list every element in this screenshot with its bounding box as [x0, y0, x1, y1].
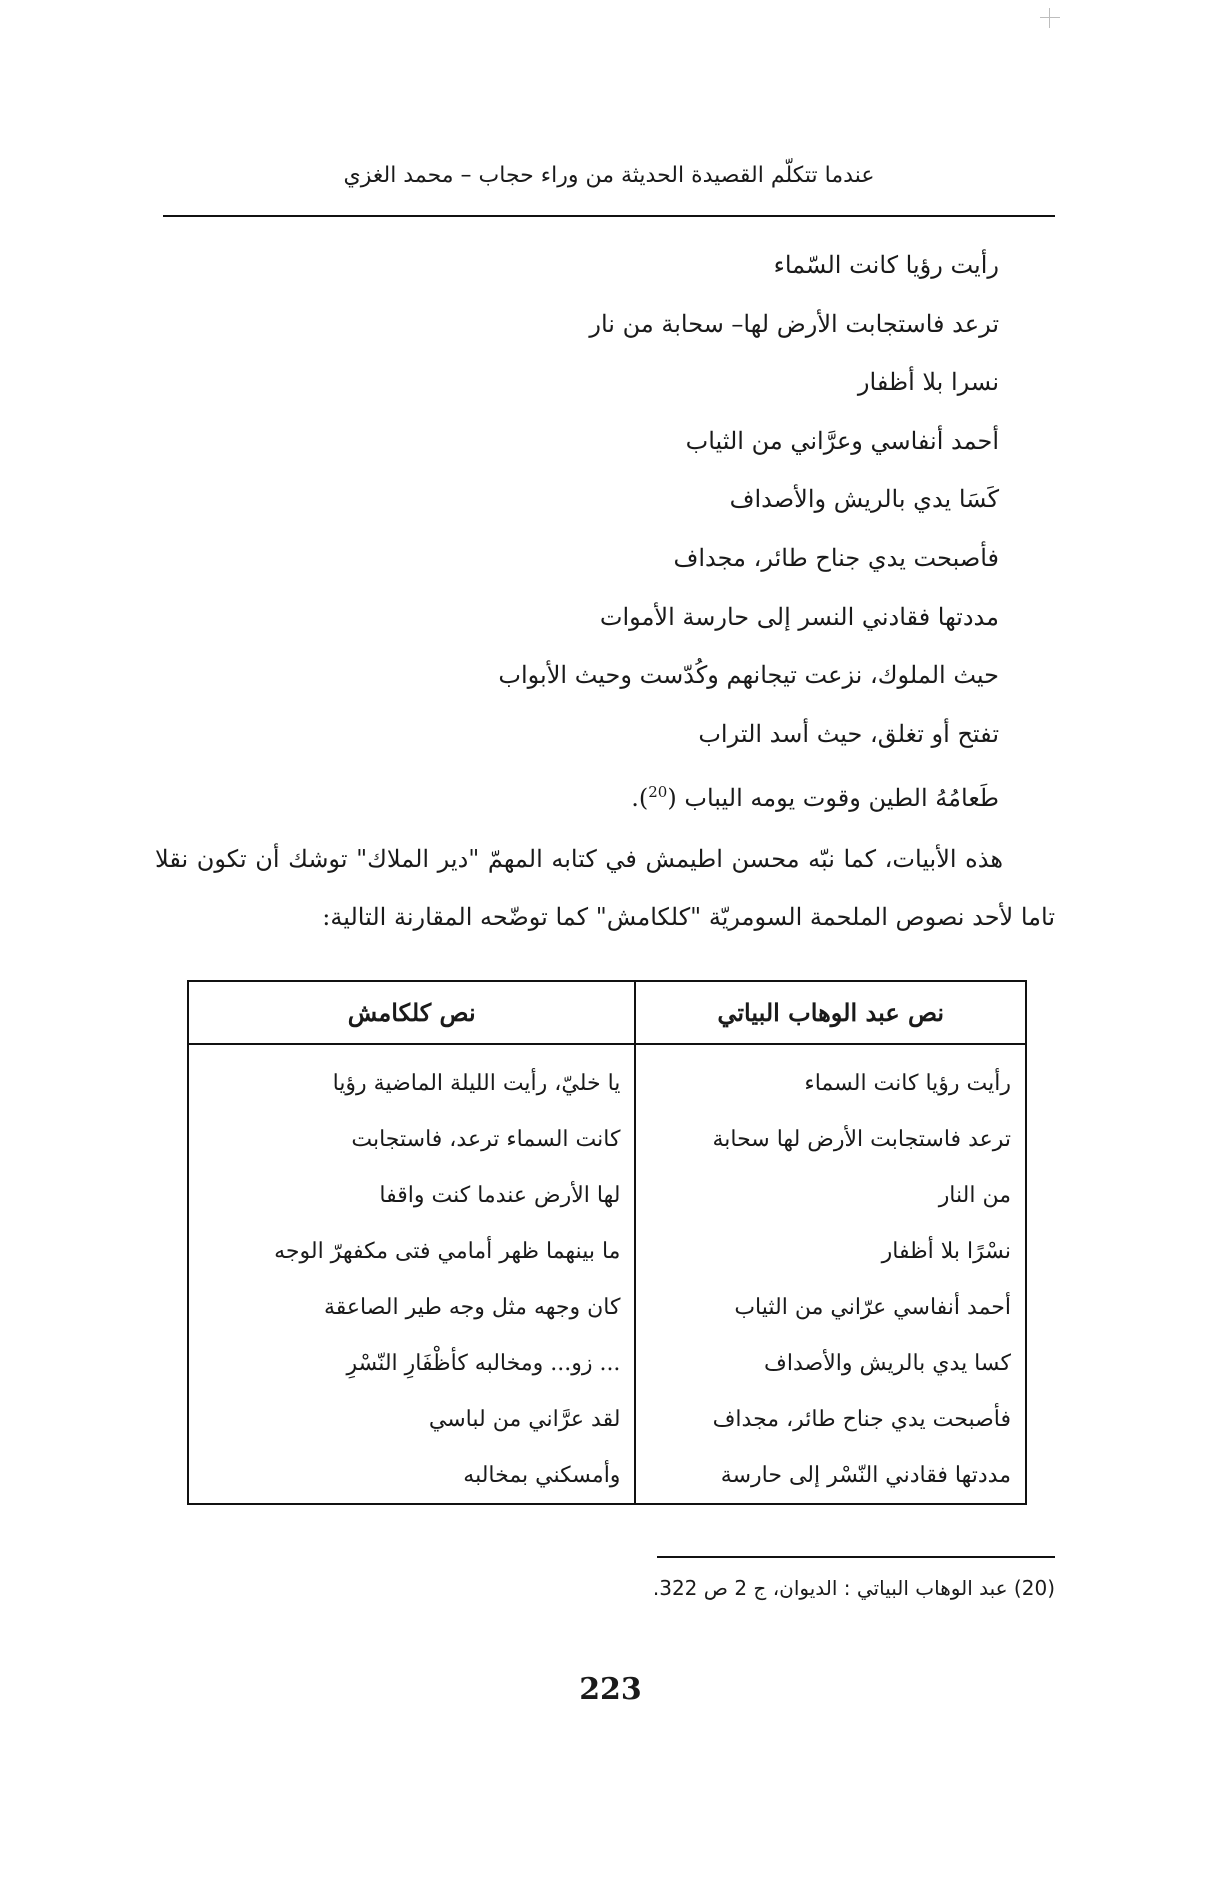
table-row — [188, 1391, 1026, 1447]
cell-gilgamesh: كان وجهه مثل وجه طير الصاعقة — [188, 1279, 635, 1335]
running-header: عندما تتكلّم القصيدة الحديثة من وراء حجاب – محمد الغزي — [343, 163, 875, 188]
table-row — [188, 1044, 1026, 1111]
table-header-row — [188, 981, 1026, 1044]
table-row — [188, 1447, 1026, 1504]
footnote-reference: ($^{20}$). — [631, 783, 677, 813]
cell-bayati: أحمد أنفاسي عرّاني من الثياب — [635, 1279, 1026, 1335]
crop-mark — [1040, 8, 1060, 28]
cell-bayati: من النار — [635, 1167, 1026, 1223]
cell-gilgamesh: ... زو... ومخالبه كأظْفَارِ النّسْرِ — [188, 1335, 635, 1391]
footnote: (20) عبد الوهاب البياتي : الديوان، ج 2 ص 322. — [652, 1576, 1055, 1600]
cell-bayati: فأصبحت يدي جناح طائر، مجداف — [635, 1391, 1026, 1447]
poem — [163, 236, 999, 822]
header-rule — [163, 215, 1055, 217]
poem-line: ترعد فاستجابت الأرض لها– سحابة من نار — [589, 309, 999, 338]
cell-bayati: ترعد فاستجابت الأرض لها سحابة — [635, 1111, 1026, 1167]
poem-last-line — [163, 763, 999, 822]
table-row — [188, 1223, 1026, 1279]
poem-line: رأيت رؤيا كانت السّماء — [773, 251, 999, 279]
page-number: 223 — [579, 1672, 642, 1707]
poem-line: كَسَا يدي بالريش والأصداف — [729, 485, 999, 514]
poem-line: تفتح أو تغلق، حيث أسد التراب — [698, 719, 999, 748]
column-header-gilgamesh: نص كلكامش — [188, 981, 635, 1044]
footnote-rule — [657, 1556, 1055, 1558]
cell-bayati: مددتها فقادني النّسْر إلى حارسة — [635, 1447, 1026, 1504]
cell-bayati: كسا يدي بالريش والأصداف — [635, 1335, 1026, 1391]
column-header-bayati: نص عبد الوهاب البياتي — [635, 981, 1026, 1044]
table-row — [188, 1167, 1026, 1223]
comparison-table — [187, 980, 1027, 1505]
cell-gilgamesh: ما بينهما ظهر أمامي فتى مكفهرّ الوجه — [188, 1223, 635, 1279]
cell-gilgamesh: كانت السماء ترعد، فاستجابت — [188, 1111, 635, 1167]
cell-gilgamesh: يا خليّ، رأيت الليلة الماضية رؤيا — [188, 1044, 635, 1111]
poem-line-text: طَعامُهُ الطين وقوت يومه اليباب — [684, 784, 999, 813]
cell-gilgamesh: لها الأرض عندما كنت واقفا — [188, 1167, 635, 1223]
cell-gilgamesh: لقد عرَّاني من لباسي — [188, 1391, 635, 1447]
body-paragraph: هذه الأبيات، كما نبّه محسن اطيمش في كتابه المهمّ "دير الملاك" توشك أن تكون نقلا تاما لأحد نصوص الملحمة السومريّة "كلكامش" كما توضّحه المقارنة التالية: — [155, 845, 1055, 931]
cell-gilgamesh: وأمسكني بمخالبه — [188, 1447, 635, 1504]
poem-line: فأصبحت يدي جناح طائر، مجداف — [673, 543, 999, 572]
poem-line: حيث الملوك، نزعت تيجانهم وكُدّست وحيث الأبواب — [498, 661, 999, 690]
cell-bayati: نسْرًا بلا أظفار — [635, 1223, 1026, 1279]
table-row — [188, 1279, 1026, 1335]
table-row — [188, 1335, 1026, 1391]
cell-bayati: رأيت رؤيا كانت السماء — [635, 1044, 1026, 1111]
poem-line: نسرا بلا أظفار — [857, 368, 999, 397]
table-row — [188, 1111, 1026, 1167]
poem-line: مددتها فقادني النسر إلى حارسة الأموات — [599, 602, 999, 631]
poem-line: أحمد أنفاسي وعرَّاني من الثياب — [685, 426, 999, 455]
